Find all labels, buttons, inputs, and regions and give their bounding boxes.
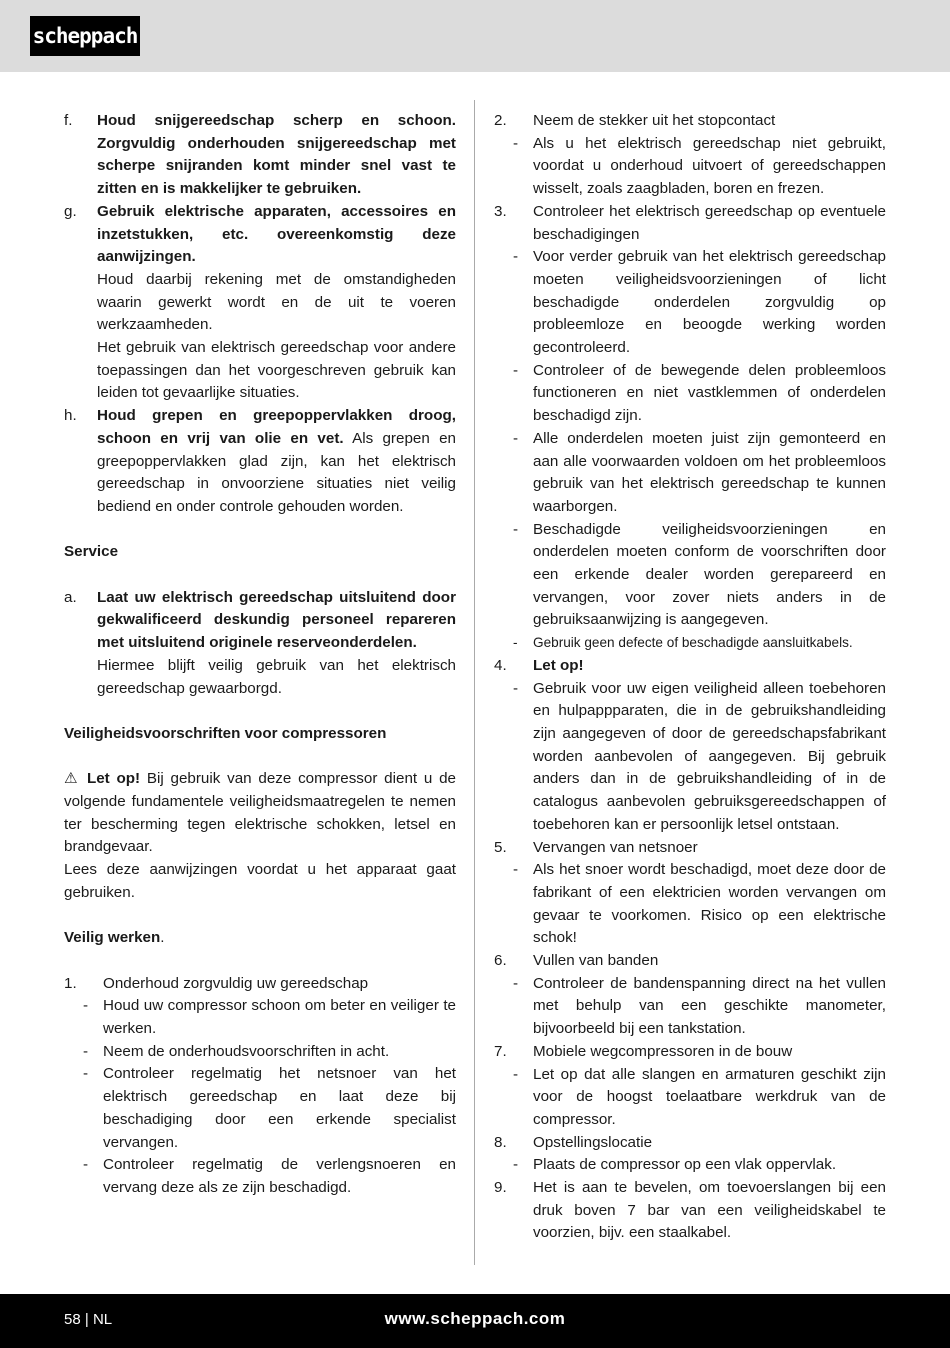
sub-item [494, 859, 886, 950]
item-h-text: Als grepen en greepoppervlakken glad zijn, kan het elektrisch gereedschap in onvoorziene situaties niet veilig bediend en onder controle gehouden worden. [97, 429, 456, 515]
list-marker: h. [64, 407, 77, 425]
dash-marker: - [513, 635, 518, 651]
dash-marker: - [513, 861, 519, 879]
sub-item [494, 632, 886, 655]
item-a-bold: Laat uw elektrisch gereedschap uitsluitend door gekwalificeerd deskundig personeel repareren met uitsluitend originele reserveonderdelen. [97, 588, 456, 652]
sub-item [494, 428, 886, 519]
item-6-text: Vullen van banden [533, 952, 659, 970]
sub-item-text: Voor verder gebruik van het elektrisch gereedschap moeten veiligheidsvoorzieningen of licht beschadigde onderdelen zorgvuldig op probleemloze en beoogde werking worden gecontroleerd. [533, 248, 886, 357]
sub-item [64, 995, 456, 1040]
warning-paragraph [64, 768, 456, 859]
language-code: NL [92, 1311, 113, 1328]
dash-marker: - [513, 520, 519, 538]
item-a-text: Hiermee blijft veilig gebruik van het elektrisch gereedschap gewaarborgd. [97, 656, 456, 697]
sub-item-text: Als het snoer wordt beschadigd, moet deze door de fabrikant of een elektricien worden vervangen om gevaar te voorkomen. Risico op een elektrische schok! [533, 861, 886, 947]
list-marker: 1. [64, 974, 77, 992]
list-item-2 [494, 110, 886, 133]
brand-logo: scheppach [30, 16, 140, 56]
list-marker: 2. [494, 112, 507, 129]
dash-marker: - [513, 134, 519, 152]
sub-item [64, 1063, 456, 1154]
list-item-h [64, 405, 456, 519]
compressor-heading: Veiligheidsvoorschriften voor compressoren [64, 724, 387, 742]
list-marker: 5. [494, 838, 507, 856]
list-marker: a. [64, 588, 77, 606]
list-item-3 [494, 201, 886, 246]
service-heading: Service [64, 543, 119, 561]
page-footer [0, 1294, 950, 1348]
dash-marker: - [513, 679, 519, 697]
sub-item [494, 973, 886, 1041]
sub-item-text: Plaats de compressor op een vlak oppervlak. [533, 1156, 837, 1174]
sub-item-text: Houd uw compressor schoon om beter en veiliger te werken. [103, 997, 456, 1038]
sub-item-text: Controleer regelmatig het netsnoer van het elektrisch gereedschap en laat deze bij beschadiging door een erkende specialist vervangen. [103, 1065, 456, 1151]
list-marker: 4. [494, 656, 507, 674]
item-2-text: Neem de stekker uit het stopcontact [533, 112, 776, 129]
item-g-bold: Gebruik elektrische apparaten, accessoires en inzetstukken, etc. overeenkomstig deze aanwijzingen. [97, 202, 456, 266]
item-1-text: Onderhoud zorgvuldig uw gereedschap [103, 974, 369, 992]
list-item-6 [494, 950, 886, 973]
dash-marker: - [513, 361, 519, 379]
dash-marker: - [513, 974, 519, 992]
sub-item-text: Beschadigde veiligheidsvoorzieningen en onderdelen moeten conform de voorschriften door een erkende dealer worden gerepareerd en vervangen, voor zover niets anders in de gebruiksaanwijzing is aangegeven. [533, 520, 886, 629]
sub-item [494, 360, 886, 428]
sub-item [494, 133, 886, 201]
list-item-5 [494, 837, 886, 860]
list-marker: 8. [494, 1133, 507, 1151]
sub-item-text: Controleer of de bewegende delen probleemloos functioneren en niet vastklemmen of onderdelen beschadigd zijn. [533, 361, 886, 425]
list-marker: 7. [494, 1042, 507, 1060]
list-item-7 [494, 1041, 886, 1064]
sub-item [494, 246, 886, 360]
read-instructions: Lees deze aanwijzingen voordat u het apparaat gaat gebruiken. [64, 861, 456, 901]
sub-item-text: Neem de onderhoudsvoorschriften in acht. [103, 1042, 390, 1060]
item-7-text: Mobiele wegcompressoren in de bouw [533, 1042, 793, 1060]
item-5-text: Vervangen van netsnoer [533, 838, 698, 856]
item-8-text: Opstellingslocatie [533, 1133, 653, 1151]
sub-item [64, 1154, 456, 1199]
dash-marker: - [83, 1042, 89, 1060]
dash-marker: - [83, 1065, 89, 1083]
sub-item [64, 1041, 456, 1064]
dash-marker: - [83, 1156, 89, 1174]
dash-marker: - [513, 429, 519, 447]
sub-item-text: Als u het elektrisch gereedschap niet gebruikt, voordat u onderhoud uitvoert of gereedschappen wisselt, zoals zaagbladen, boren en frezen. [533, 134, 886, 198]
list-item-8 [494, 1132, 886, 1155]
item-3-text: Controleer het elektrisch gereedschap op eventuele beschadigingen [533, 202, 886, 243]
warning-text: Bij gebruik van deze compressor dient u de volgende fundamentele veiligheidsmaatregelen te nemen ter bescherming tegen elektrische schokken, letsel en brandgevaar. [64, 770, 456, 856]
website-link[interactable]: www.scheppach.com [384, 1309, 566, 1328]
item-f-bold: Houd snijgereedschap scherp en schoon. Zorgvuldig onderhouden snijgereedschap met scherpe snijranden komt minder snel vast te zitten en is makkelijker te gebruiken. [97, 112, 456, 198]
dash-marker: - [513, 1156, 519, 1174]
right-column [494, 110, 886, 1245]
sub-item-text: Gebruik geen defecte of beschadigde aansluitkabels. [533, 635, 853, 651]
dash-marker: - [513, 1065, 519, 1083]
list-item-1 [64, 973, 456, 996]
safe-work-heading-period: . [160, 929, 165, 947]
safe-work-heading [64, 927, 456, 950]
list-marker: g. [64, 202, 77, 220]
item-g-paragraph-1: Houd daarbij rekening met de omstandigheden waarin gewerkt wordt en de uit te voeren werkzaamheden. [97, 270, 456, 334]
page-header [0, 0, 950, 72]
sub-item-text: Let op dat alle slangen en armaturen geschikt zijn voor de hoogst toelaatbare werkdruk van de compressor. [533, 1065, 886, 1128]
list-item-9 [494, 1177, 886, 1245]
list-item-g [64, 201, 456, 405]
warning-bold: Let op! [86, 770, 141, 788]
sub-item [494, 1064, 886, 1132]
item-4-text: Let op! [533, 656, 584, 674]
sub-item [494, 678, 886, 837]
list-item-f [64, 110, 456, 201]
page-number-value: 58 [64, 1311, 81, 1328]
list-marker: 9. [494, 1179, 507, 1197]
safe-work-heading-text: Veilig werken [64, 929, 161, 947]
list-marker: f. [64, 112, 73, 129]
list-item-4 [494, 655, 886, 678]
item-9-text: Het is aan te bevelen, om toevoerslangen bij een druk boven 7 bar van een veiligheidskabel te voorzien, bijv. een staalkabel. [533, 1179, 886, 1242]
sub-item-text: Controleer regelmatig de verlengsnoeren en vervang deze als ze zijn beschadigd. [103, 1156, 456, 1196]
sub-item-text: Gebruik voor uw eigen veiligheid alleen toebehoren en hulpappparaten, die in de gebruikshandleiding zijn aangegeven of door de gereedschapsfabrikant worden aanbevolen of aangegeven. Bij gebruik anders dan in de gebruikshandleiding of in de catalogus aanbevolen gebruiksgereedschappen of toebehoren kan er persoonlijk letsel ontstaan. [533, 679, 886, 833]
item-g-paragraph-2: Het gebruik van elektrisch gereedschap voor andere toepassingen dan het voorgeschreven gebruik kan leiden tot gevaarlijke situaties. [97, 339, 456, 402]
page-separator: | [84, 1311, 89, 1328]
warning-icon: ⚠ [64, 770, 81, 788]
sub-item-text: Alle onderdelen moeten juist zijn gemonteerd en aan alle voorwaarden voldoen om het probleemloos gebruik van het elektrisch gereedschap te kunnen waarborgen. [533, 429, 886, 515]
sub-item-text: Controleer de bandenspanning direct na het vullen met behulp van een geschikte manometer, bijvoorbeeld bij een tankstation. [533, 974, 886, 1038]
sub-item [494, 519, 886, 633]
sub-item [494, 1154, 886, 1177]
list-item-a [64, 587, 456, 701]
column-divider [474, 100, 475, 1265]
dash-marker: - [513, 248, 519, 266]
item-h-bold: Houd grepen en greepoppervlakken droog, schoon en vrij van olie en vet. [97, 407, 456, 447]
list-marker: 6. [494, 952, 507, 970]
dash-marker: - [83, 997, 89, 1015]
left-column [64, 110, 456, 1200]
list-marker: 3. [494, 202, 507, 220]
